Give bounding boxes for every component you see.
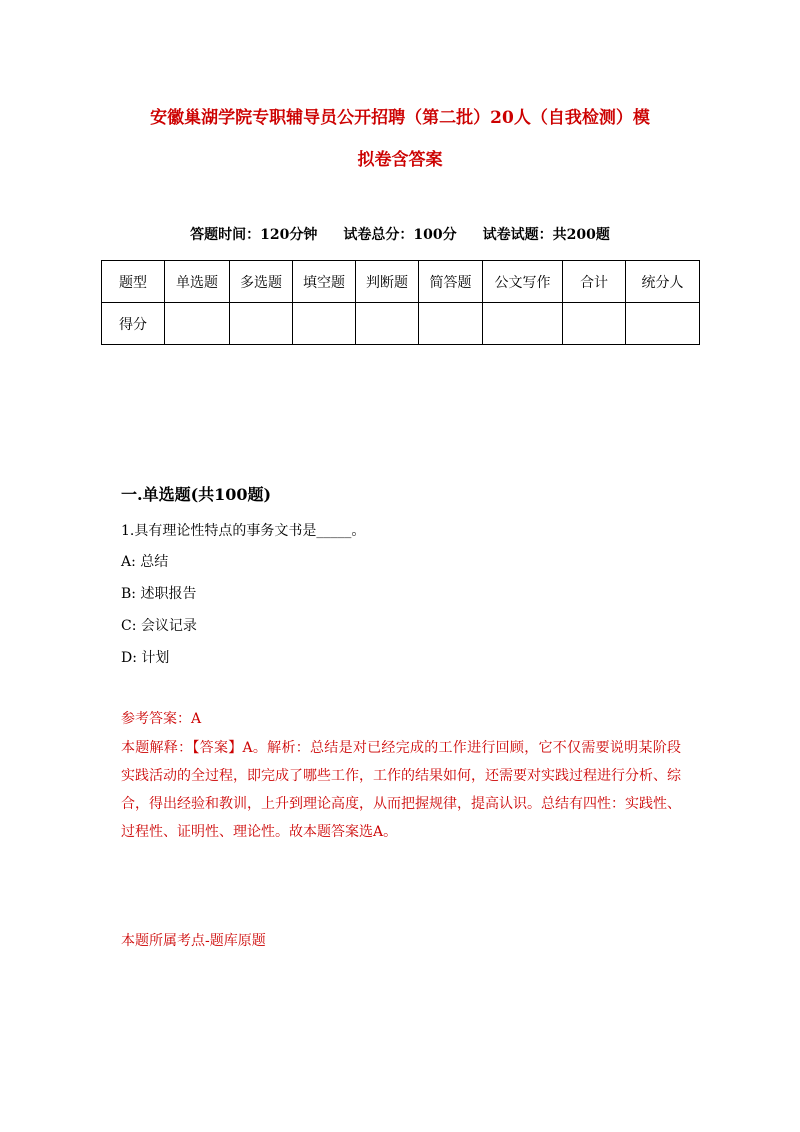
exam-total-score: 试卷总分：100分 <box>343 227 457 243</box>
document-title-line-1: 安徽巢湖学院专职辅导员公开招聘（第二批）20人（自我检测）模 <box>150 108 650 128</box>
header-cell: 合计 <box>563 261 626 303</box>
document-title-line-2: 拟卷含答案 <box>357 150 443 170</box>
score-table <box>101 260 700 345</box>
score-cell <box>165 303 230 345</box>
option-d: D: 计划 <box>121 650 170 666</box>
score-table-score-row <box>102 303 700 345</box>
section-heading: 一.单选题(共100题) <box>121 485 272 504</box>
score-cell <box>483 303 563 345</box>
option-c: C: 会议记录 <box>121 618 197 634</box>
option-b: B: 述职报告 <box>121 586 197 602</box>
question-stem: 1.具有理论性特点的事务文书是_____。 <box>121 523 366 539</box>
option-a: A: 总结 <box>121 554 169 570</box>
score-cell <box>626 303 700 345</box>
exam-time: 答题时间：120分钟 <box>190 227 318 243</box>
exam-meta <box>0 224 800 244</box>
score-cell <box>419 303 483 345</box>
header-cell: 统分人 <box>626 261 700 303</box>
header-cell: 公文写作 <box>483 261 563 303</box>
reference-answer: 参考答案：A <box>121 711 202 727</box>
question-topic: 本题所属考点-题库原题 <box>121 933 266 949</box>
score-cell <box>563 303 626 345</box>
score-cell <box>230 303 293 345</box>
score-cell <box>293 303 356 345</box>
header-cell: 题型 <box>102 261 165 303</box>
header-cell: 简答题 <box>419 261 483 303</box>
header-cell: 单选题 <box>165 261 230 303</box>
exam-question-count: 试卷试题：共200题 <box>482 227 610 243</box>
header-cell: 判断题 <box>356 261 419 303</box>
score-table-header-row <box>102 261 700 303</box>
answer-explanation: 本题解释：【答案】A。解析：总结是对已经完成的工作进行回顾，它不仅需要说明某阶段实践活动的全过程，即完成了哪些工作，工作的结果如何，还需要对实践过程进行分析、综合，得出经验和教训，上升到理论高度，从而把握规律，提高认识。总结有四性：实践性、过程性、证明性、理论性。故本题答案选A。 <box>121 740 681 840</box>
score-row-label: 得分 <box>102 303 165 345</box>
header-cell: 填空题 <box>293 261 356 303</box>
header-cell: 多选题 <box>230 261 293 303</box>
score-cell <box>356 303 419 345</box>
